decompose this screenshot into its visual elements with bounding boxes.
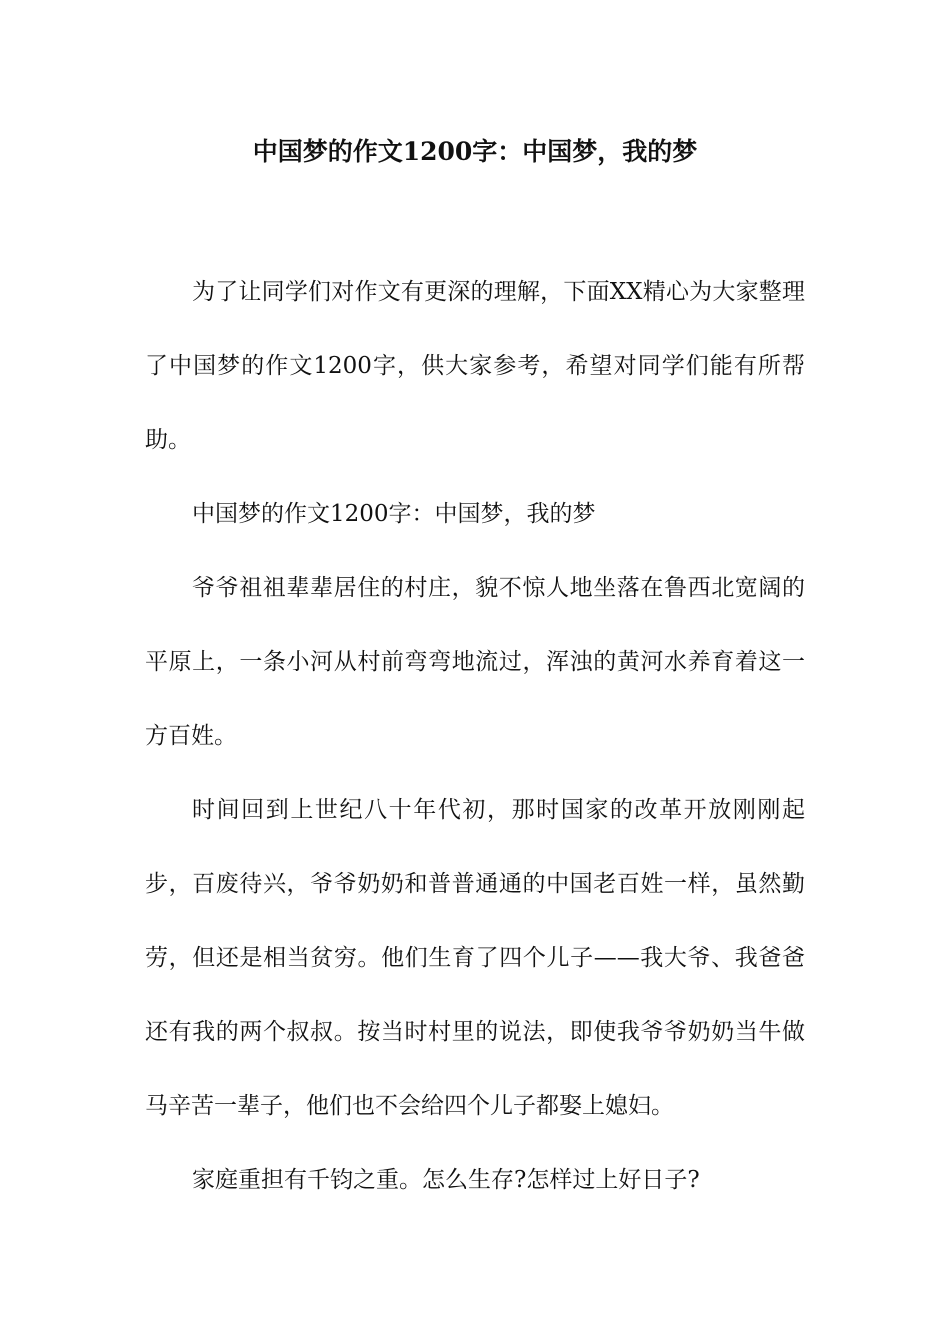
- paragraph-history: 时间回到上世纪八十年代初，那时国家的改革开放刚刚起步，百废待兴，爷爷奶奶和普普通通的中国老百姓一样，虽然勤劳，但还是相当贫穷。他们生育了四个儿子——我大爷、我爸爸还有我的两个叔叔。按当时村里的说法，即使我爷爷奶奶当牛做马辛苦一辈子，他们也不会给四个儿子都娶上媳妇。: [145, 797, 805, 1119]
- paragraph-burden: 家庭重担有千钧之重。怎么生存?怎样过上好日子?: [192, 1167, 700, 1193]
- document-body: [145, 255, 805, 1217]
- paragraph-subtitle: 中国梦的作文1200字：中国梦，我的梦: [192, 501, 596, 527]
- paragraph-village: 爷爷祖祖辈辈居住的村庄，貌不惊人地坐落在鲁西北宽阔的平原上，一条小河从村前弯弯地流过，浑浊的黄河水养育着这一方百姓。: [145, 575, 805, 749]
- document-title: 中国梦的作文1200字：中国梦，我的梦: [252, 137, 698, 166]
- paragraph-intro: 为了让同学们对作文有更深的理解，下面XX精心为大家整理了中国梦的作文1200字，供大家参考，希望对同学们能有所帮助。: [145, 279, 805, 453]
